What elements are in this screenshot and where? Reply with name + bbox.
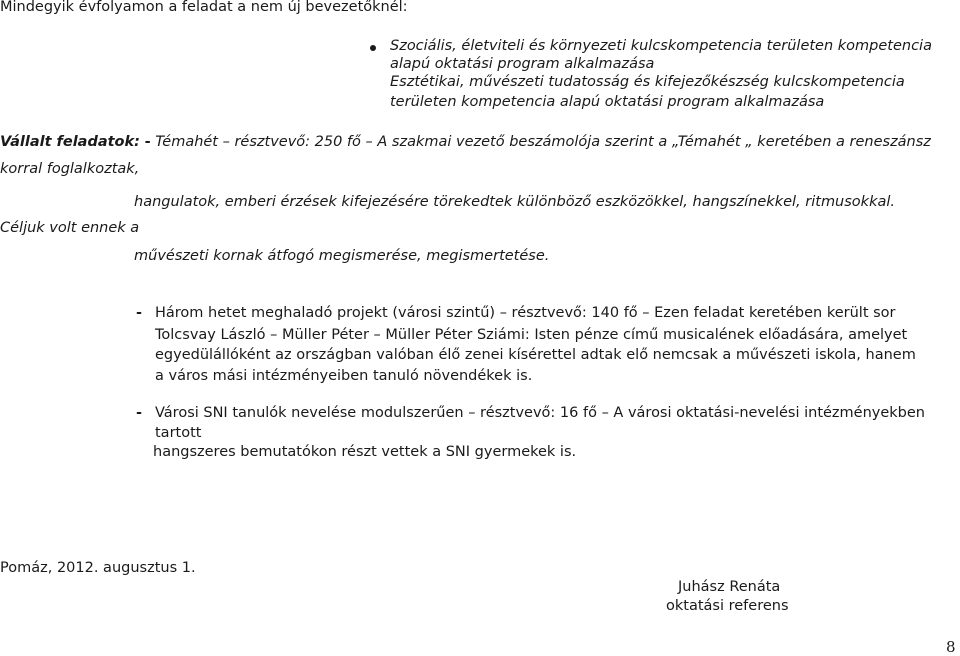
bullet-line: Szociális, életviteli és környezeti kulcskompetencia területen kompetencia: [390, 38, 932, 54]
project1-sep2: –: [642, 305, 650, 321]
tasks-line2: korral foglalkoztak,: [0, 161, 140, 177]
project1-line3: egyedülállóként az országban valóban élő zenei kísérettel adtak elő nemcsak a művészeti iskola, hanem: [155, 347, 916, 363]
bullet-marker: [370, 45, 376, 51]
signer-title: oktatási referens: [666, 598, 789, 614]
section-heading: Mindegyik évfolyamon a feladat a nem új bevezetőknél:: [0, 0, 408, 15]
bullet-line: alapú oktatási program alkalmazása: [390, 56, 655, 72]
project1-line2: Tolcsvay László – Müller Péter – Müller Péter Sziámi: Isten pénze című musicalének előadására, amelyet: [155, 327, 908, 343]
tasks-label: Vállalt feladatok:: [0, 134, 140, 150]
project1-desc-start: Ezen feladat keretében került sor: [654, 305, 896, 321]
project1-title: Három hetet meghaladó projekt (városi szintű): [155, 305, 496, 321]
tasks-line: [0, 133, 931, 151]
project1-line1: [155, 304, 896, 322]
tasks-line5: művészeti kornak átfogó megismerése, megismertetése.: [134, 248, 550, 264]
bullet-line: területen kompetencia alapú oktatási program alkalmazása: [390, 94, 825, 110]
project2-dash: -: [136, 405, 143, 421]
tasks-line1-text: Témahét – résztvevő: 250 fő – A szakmai vezető beszámolója szerint a „Témahét „ keretében a reneszánsz: [155, 134, 931, 150]
tasks-line4: Céljuk volt ennek a: [0, 220, 140, 236]
project1-participants: résztvevő: 140 fő: [511, 305, 638, 321]
project1-line4: a város mási intézményeiben tanuló növendékek is.: [155, 368, 533, 384]
project1-sep1: –: [499, 305, 507, 321]
signer-name: Juhász Renáta: [678, 579, 781, 595]
tasks-dash: -: [144, 134, 151, 150]
project1-dash: -: [136, 305, 143, 321]
tasks-line3: hangulatok, emberi érzések kifejezésére törekedtek különböző eszközökkel, hangszínekkel, ritmusokkal.: [134, 194, 895, 210]
bullet-line: Esztétikai, művészeti tudatosság és kifejezőkészség kulcskompetencia: [390, 74, 905, 90]
project2-line2: tartott: [155, 425, 202, 441]
project2-line1: Városi SNI tanulók nevelése modulszerűen – résztvevő: 16 fő – A városi oktatási-nevelési intézményekben: [155, 405, 925, 421]
place-date: Pomáz, 2012. augusztus 1.: [0, 560, 196, 576]
project2-line3: hangszeres bemutatókon részt vettek a SNI gyermekek is.: [153, 444, 577, 460]
page-number: 8: [946, 638, 956, 656]
